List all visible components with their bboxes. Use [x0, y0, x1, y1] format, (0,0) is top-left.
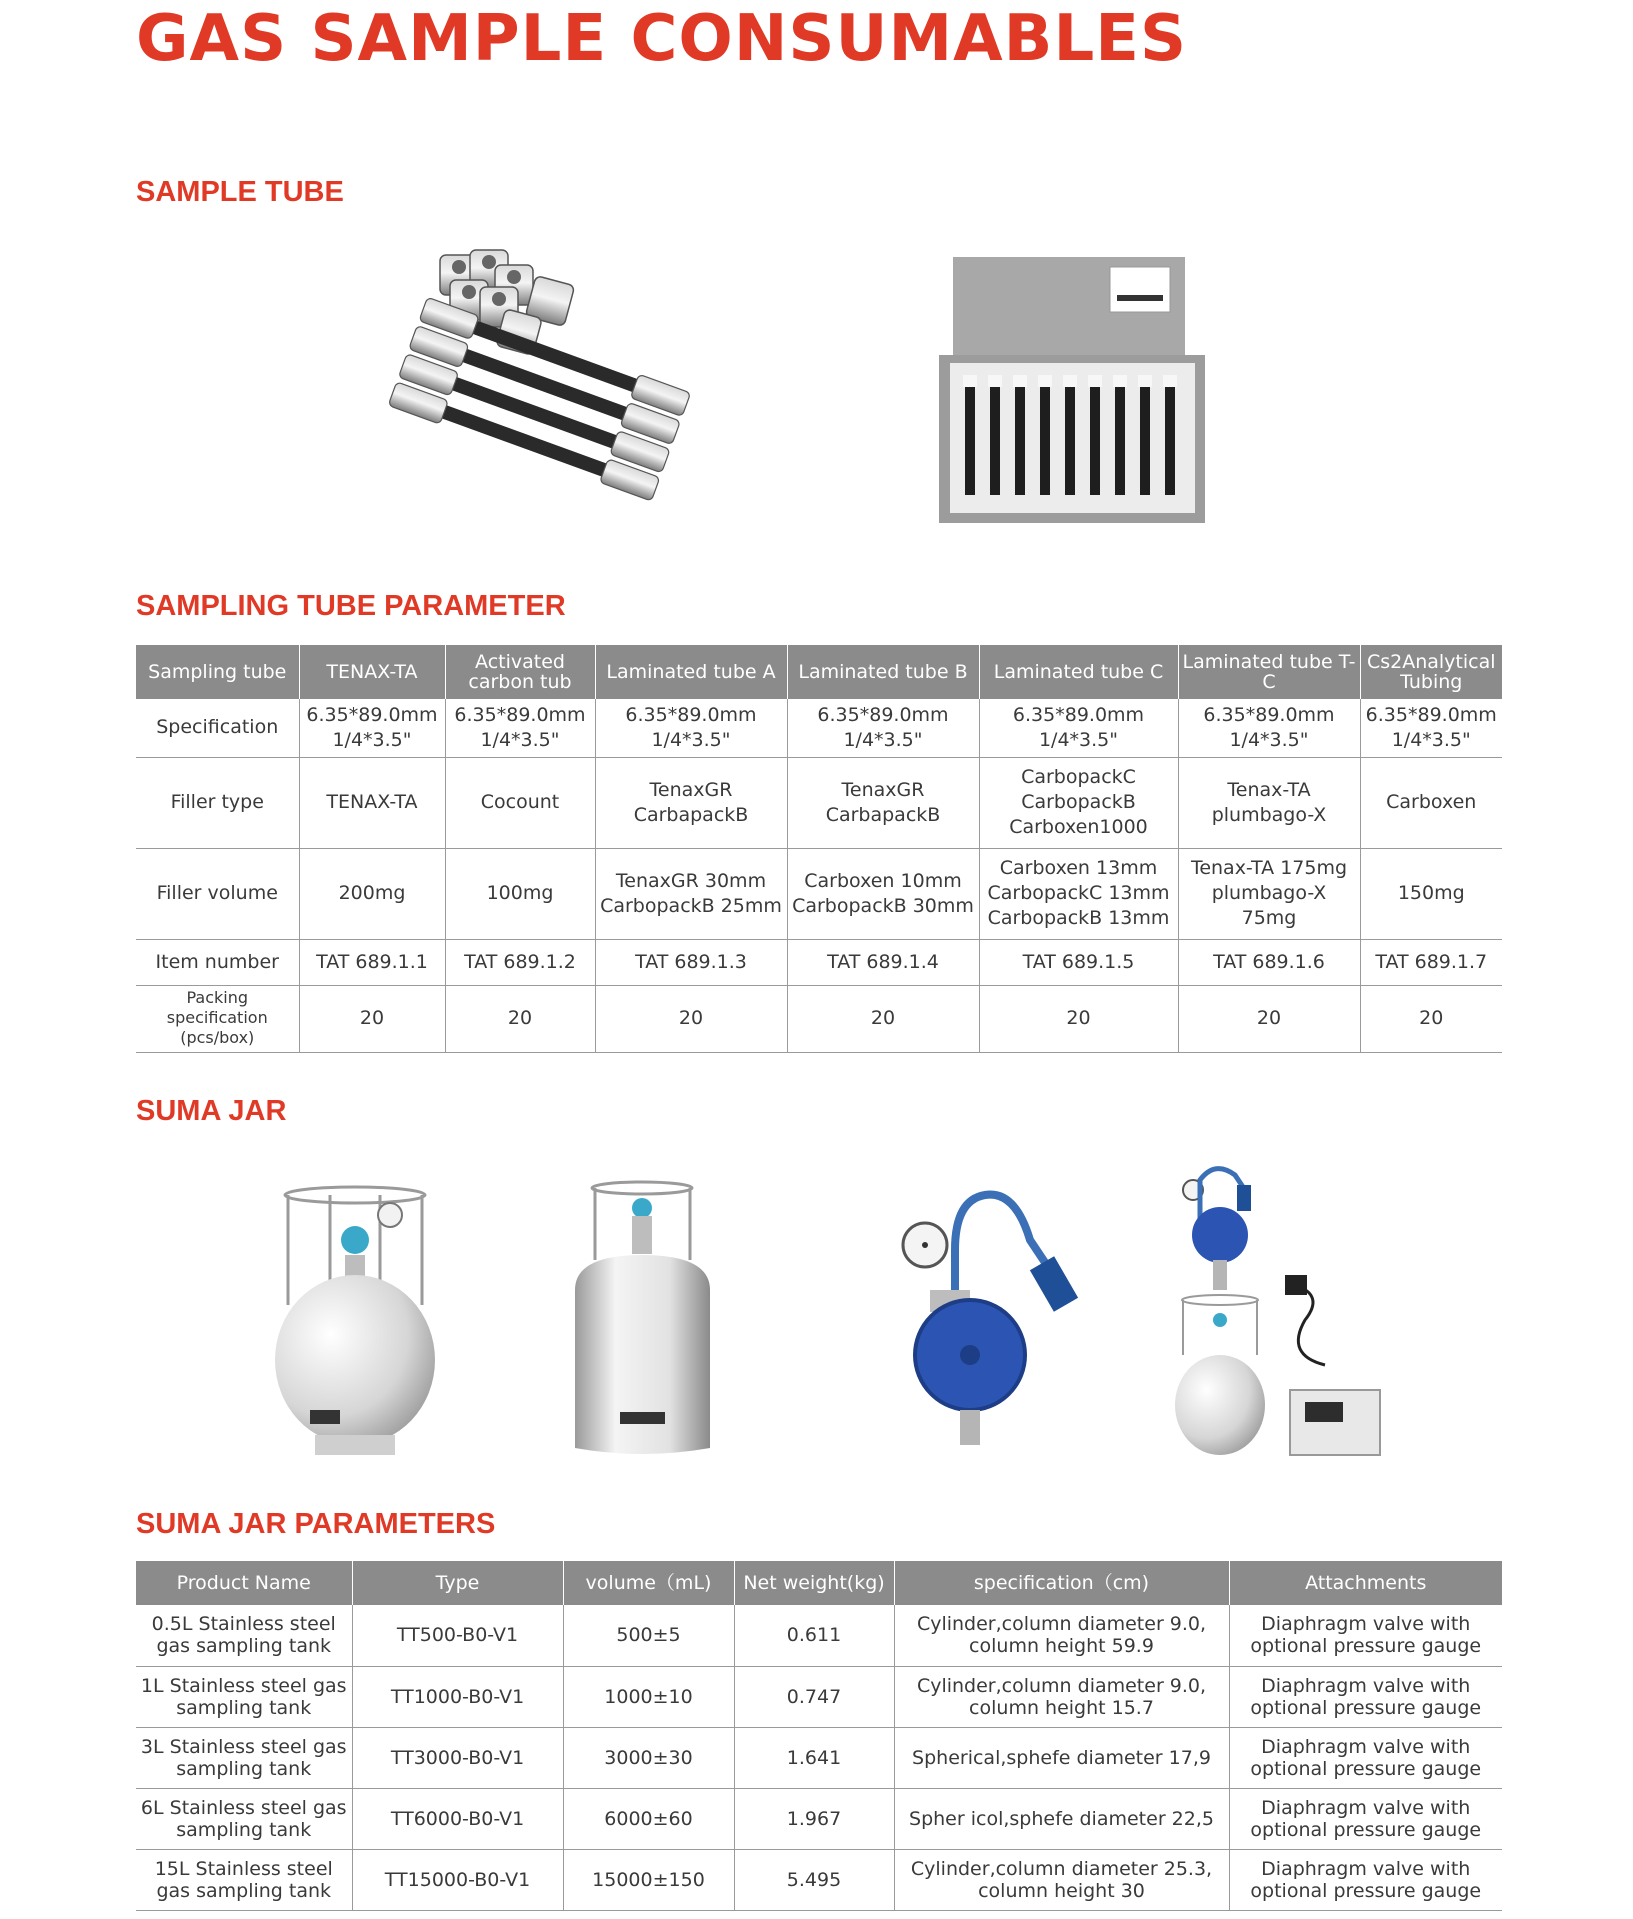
table-cell: TT3000-B0-V1: [352, 1727, 563, 1788]
column-header: TENAX-TA: [299, 645, 445, 699]
table-cell: TT1000-B0-V1: [352, 1666, 563, 1727]
page-title: GAS SAMPLE CONSUMABLES: [136, 2, 1188, 76]
column-header: Product Name: [136, 1561, 352, 1605]
table-row: [136, 985, 1502, 1052]
column-header: Laminated tube C: [979, 645, 1178, 699]
table-cell: 0.611: [734, 1605, 894, 1666]
column-header: Sampling tube: [136, 645, 299, 699]
table-row: [136, 939, 1502, 985]
table-cell: 15000±150: [563, 1849, 734, 1910]
table-cell: 6.35*89.0mm 1/4*3.5": [787, 699, 979, 757]
table-cell: TenaxGR CarbapackB: [787, 757, 979, 848]
row-label: Filler type: [136, 757, 299, 848]
table-cell: 20: [595, 985, 787, 1052]
table-cell: 6000±60: [563, 1788, 734, 1849]
table-cell: CarbopackC CarbopackB Carboxen1000: [979, 757, 1178, 848]
table-cell: 20: [1360, 985, 1502, 1052]
row-label: Specification: [136, 699, 299, 757]
table-cell: TAT 689.1.6: [1178, 939, 1360, 985]
table-cell: 1000±10: [563, 1666, 734, 1727]
column-header: Activated carbon tub: [445, 645, 595, 699]
table-cell: TenaxGR CarbapackB: [595, 757, 787, 848]
table-cell: 6L Stainless steel gas sampling tank: [136, 1788, 352, 1849]
table-cell: Carboxen: [1360, 757, 1502, 848]
table-row: [136, 1849, 1502, 1910]
table-row: [136, 699, 1502, 757]
table-cell: 1L Stainless steel gas sampling tank: [136, 1666, 352, 1727]
table-cell: 20: [787, 985, 979, 1052]
table-cell: 6.35*89.0mm 1/4*3.5": [445, 699, 595, 757]
table-row: [136, 1788, 1502, 1849]
column-header: volume（mL): [563, 1561, 734, 1605]
table-cell: Tenax-TA 175mg plumbago-X 75mg: [1178, 848, 1360, 939]
table-cell: TAT 689.1.4: [787, 939, 979, 985]
table-cell: TenaxGR 30mm CarbopackB 25mm: [595, 848, 787, 939]
table-cell: 20: [1178, 985, 1360, 1052]
table-cell: TAT 689.1.1: [299, 939, 445, 985]
table-row: [136, 757, 1502, 848]
column-header: Net weight(kg): [734, 1561, 894, 1605]
column-header: Laminated tube T-C: [1178, 645, 1360, 699]
row-label: Filler volume: [136, 848, 299, 939]
table-cell: Diaphragm valve with optional pressure gauge: [1229, 1727, 1502, 1788]
table-cell: 6.35*89.0mm 1/4*3.5": [299, 699, 445, 757]
table-header-row: [136, 1561, 1502, 1605]
table-cell: Diaphragm valve with optional pressure gauge: [1229, 1849, 1502, 1910]
column-header: Laminated tube A: [595, 645, 787, 699]
sampling-tube-table: [136, 645, 1502, 1053]
table-cell: 6.35*89.0mm 1/4*3.5": [979, 699, 1178, 757]
section-title-suma-jar-parameters: SUMA JAR PARAMETERS: [136, 1508, 496, 1540]
table-row: [136, 1727, 1502, 1788]
section-title-sample-tube: SAMPLE TUBE: [136, 176, 344, 208]
table-cell: Diaphragm valve with optional pressure gauge: [1229, 1666, 1502, 1727]
table-cell: 20: [979, 985, 1178, 1052]
table-cell: 1.641: [734, 1727, 894, 1788]
suma-jar-cylinder-photo: [570, 1180, 715, 1465]
table-cell: 6.35*89.0mm 1/4*3.5": [1178, 699, 1360, 757]
table-cell: Carboxen 13mm CarbopackC 13mm CarbopackB 13mm: [979, 848, 1178, 939]
table-cell: Cylinder,column diameter 9.0, column height 59.9: [894, 1605, 1229, 1666]
table-cell: Diaphragm valve with optional pressure gauge: [1229, 1605, 1502, 1666]
table-cell: TAT 689.1.5: [979, 939, 1178, 985]
table-cell: Cocount: [445, 757, 595, 848]
table-row: [136, 1605, 1502, 1666]
table-cell: TAT 689.1.3: [595, 939, 787, 985]
table-cell: Cylinder,column diameter 9.0, column height 15.7: [894, 1666, 1229, 1727]
table-cell: Spherical,sphefe diameter 17,9: [894, 1727, 1229, 1788]
row-label: Packing specification (pcs/box): [166, 987, 268, 1047]
column-header: specification（cm): [894, 1561, 1229, 1605]
table-cell: 1.967: [734, 1788, 894, 1849]
table-cell: 100mg: [445, 848, 595, 939]
suma-jar-table: [136, 1561, 1502, 1911]
table-cell: 6.35*89.0mm 1/4*3.5": [1360, 699, 1502, 757]
table-cell: 20: [299, 985, 445, 1052]
table-cell: TAT 689.1.2: [445, 939, 595, 985]
row-label: Item number: [136, 939, 299, 985]
table-cell: 200mg: [299, 848, 445, 939]
table-row: [136, 848, 1502, 939]
sample-tubes-photo: [370, 245, 690, 535]
section-title-sampling-tube-parameter: SAMPLING TUBE PARAMETER: [136, 590, 566, 622]
table-cell: 5.495: [734, 1849, 894, 1910]
table-cell: 15L Stainless steel gas sampling tank: [136, 1849, 352, 1910]
table-cell: 3L Stainless steel gas sampling tank: [136, 1727, 352, 1788]
table-cell: 150mg: [1360, 848, 1502, 939]
table-cell: 0.5L Stainless steel gas sampling tank: [136, 1605, 352, 1666]
table-cell: Tenax-TA plumbago-X: [1178, 757, 1360, 848]
sample-tube-box-photo: [935, 255, 1210, 527]
table-cell: Spher icol,sphefe diameter 22,5: [894, 1788, 1229, 1849]
table-cell: 3000±30: [563, 1727, 734, 1788]
section-title-suma-jar: SUMA JAR: [136, 1095, 287, 1127]
table-cell: TT500-B0-V1: [352, 1605, 563, 1666]
table-cell: TT15000-B0-V1: [352, 1849, 563, 1910]
table-row: [136, 1666, 1502, 1727]
table-cell: TENAX-TA: [299, 757, 445, 848]
column-header: Laminated tube B: [787, 645, 979, 699]
suma-jar-spherical-photo: [270, 1185, 440, 1470]
table-cell: Cylinder,column diameter 25.3, column height 30: [894, 1849, 1229, 1910]
table-cell: 20: [445, 985, 595, 1052]
column-header: Cs2Analytical Tubing: [1360, 645, 1502, 699]
table-header-row: [136, 645, 1502, 699]
column-header: Attachments: [1229, 1561, 1502, 1605]
table-cell: Diaphragm valve with optional pressure gauge: [1229, 1788, 1502, 1849]
table-cell: 0.747: [734, 1666, 894, 1727]
table-cell: 500±5: [563, 1605, 734, 1666]
suma-jar-sampler-kit-photo: [1175, 1160, 1385, 1460]
table-cell: Carboxen 10mm CarbopackB 30mm: [787, 848, 979, 939]
table-cell: TT6000-B0-V1: [352, 1788, 563, 1849]
pressure-regulator-photo: [900, 1180, 1085, 1450]
column-header: Type: [352, 1561, 563, 1605]
table-cell: 6.35*89.0mm 1/4*3.5": [595, 699, 787, 757]
table-cell: TAT 689.1.7: [1360, 939, 1502, 985]
